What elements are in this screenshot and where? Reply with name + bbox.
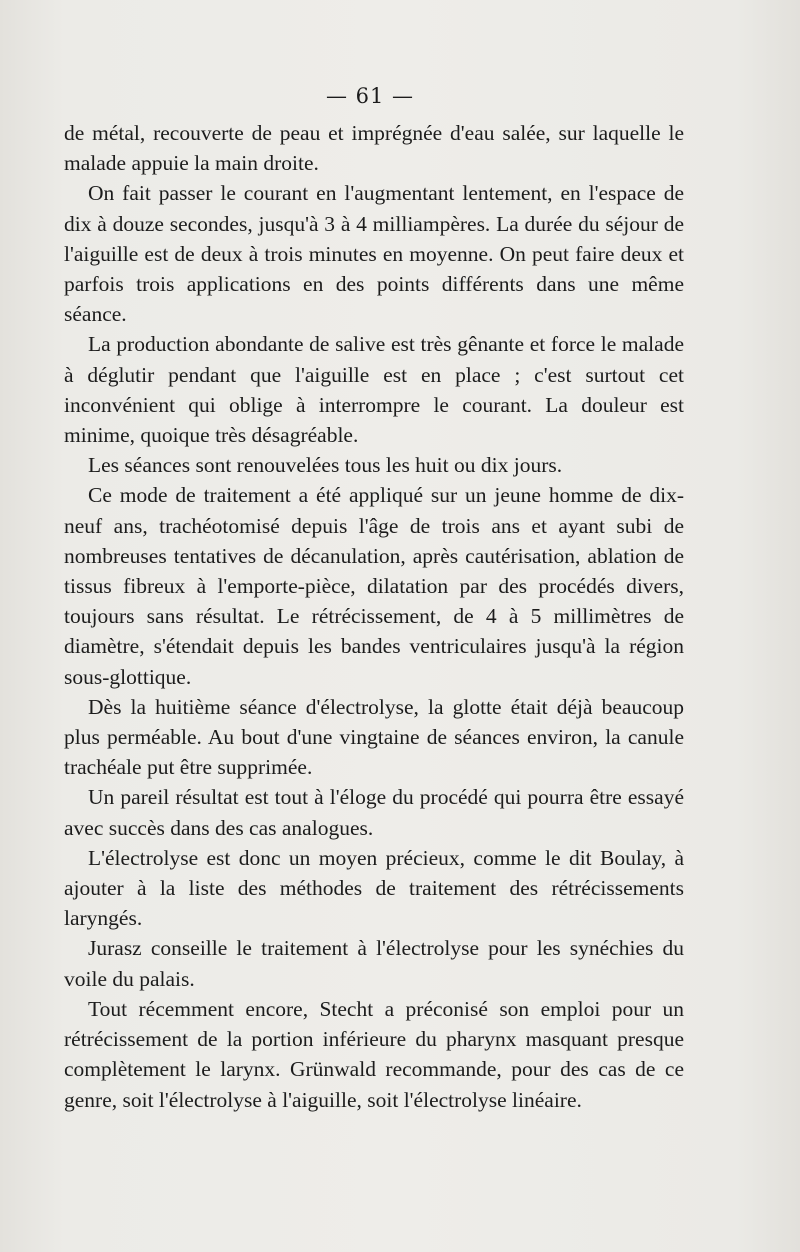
paragraph-10: Tout récemment encore, Stecht a préconisé son emploi pour un rétrécissement de la portion inférieure du pharynx masquant presque complètement le larynx. Grünwald recommande, pour des cas de ce genre, soit l'électrolyse à l'aiguille, soit l'électrolyse linéaire. (64, 996, 684, 1112)
paragraph-2: On fait passer le courant en l'augmentant lentement, en l'espace de dix à douze secondes, jusqu'à 3 à 4 milliampères. La durée du séjour de l'aiguille est de deux à trois minutes en moyenne. On peut faire deux et parfois trois applications en des points différents dans une même séance. (64, 181, 684, 327)
paragraph-7: Un pareil résultat est tout à l'éloge du procédé qui pourra être essayé avec succès dans des cas analogues. (64, 785, 684, 840)
paragraph-9: Jurasz conseille le traitement à l'électrolyse pour les synéchies du voile du palais. (64, 936, 684, 991)
paragraph-3: La production abondante de salive est très gênante et force le malade à déglutir pendant que l'aiguille est en place ; c'est surtout cet inconvénient qui oblige à interrompre le courant. La douleur est minime, quoique très désagréable. (64, 332, 684, 448)
paragraph-1: de métal, recouverte de peau et imprégnée d'eau salée, sur laquelle le malade appuie la main droite. (64, 121, 684, 176)
paragraph-8: L'électrolyse est donc un moyen précieux, comme le dit Boulay, à ajouter à la liste des méthodes de traitement des rétrécissements laryngés. (64, 845, 684, 931)
body-text (64, 118, 684, 1115)
paragraph-6: Dès la huitième séance d'électrolyse, la glotte était déjà beaucoup plus perméable. Au bout d'une vingtaine de séances environ, la canule trachéale put être supprimée. (64, 694, 684, 780)
paragraph-5: Ce mode de traitement a été appliqué sur un jeune homme de dix-neuf ans, trachéotomisé depuis l'âge de trois ans et ayant subi de nombreuses tentatives de décanulation, après cautérisation, ablation de tissus fibreux à l'emporte-pièce, dilatation par des procédés divers, toujours sans résultat. Le rétrécissement, de 4 à 5 millimètres de diamètre, s'étendait depuis les bandes ventriculaires jusqu'à la région sous-glottique. (64, 483, 684, 689)
page-number: — 61 — (325, 84, 415, 108)
paragraph-4: Les séances sont renouvelées tous les huit ou dix jours. (88, 453, 563, 478)
